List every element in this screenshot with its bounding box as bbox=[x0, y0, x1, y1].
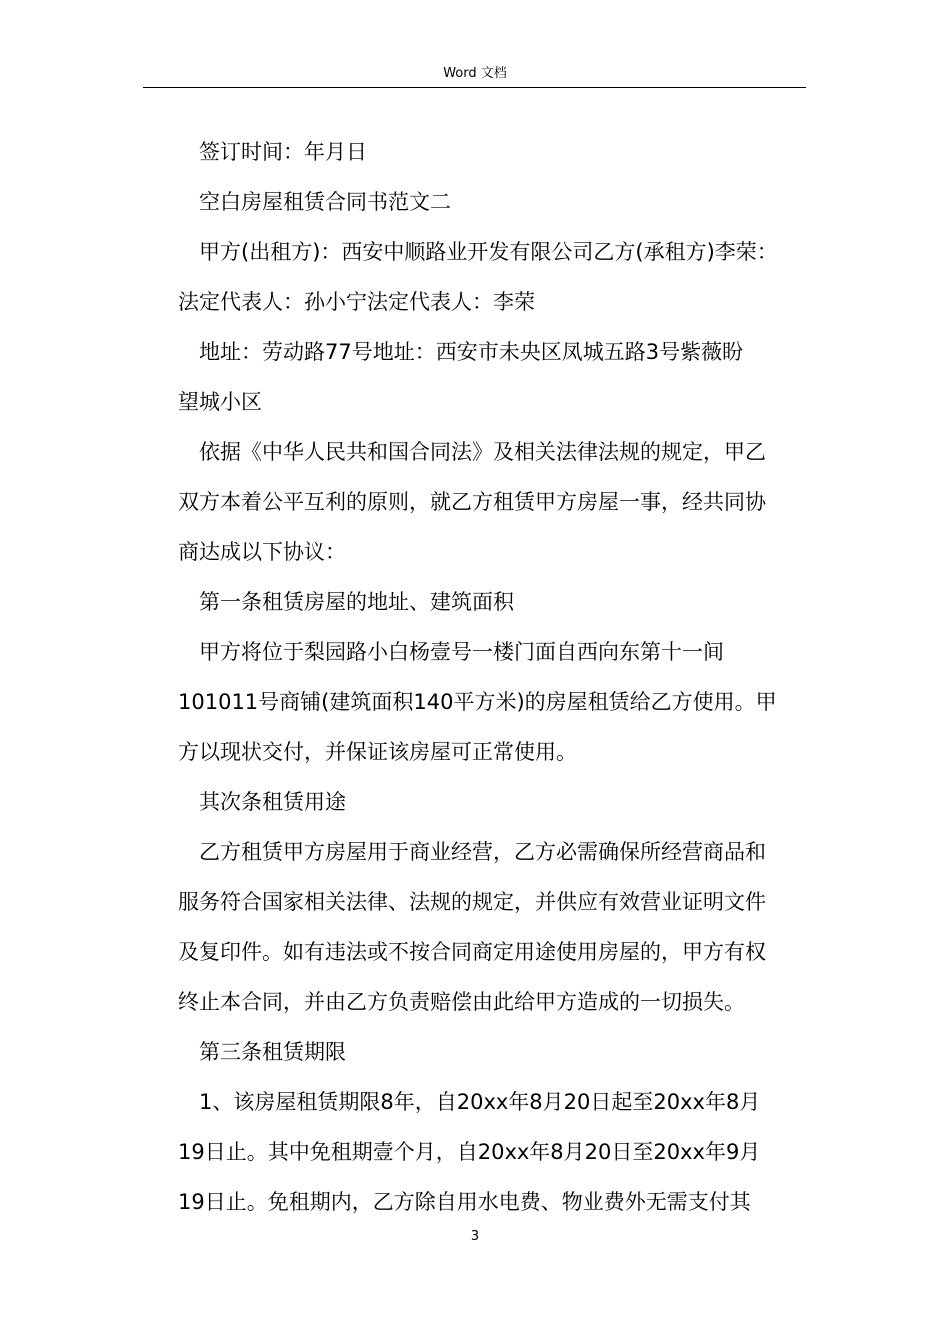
page-header: Word 文档 bbox=[443, 66, 507, 81]
preamble-line: 依据《中华人民共和国合同法》及相关法律法规的规定，甲乙 bbox=[199, 440, 766, 464]
article-2-text: 乙方租赁甲方房屋用于商业经营，乙方必需确保所经营商品和 bbox=[199, 840, 766, 864]
contract-title: 空白房屋租赁合同书范文二 bbox=[199, 190, 451, 214]
address-line-cont: 望城小区 bbox=[178, 390, 262, 414]
article-1-heading: 第一条租赁房屋的地址、建筑面积 bbox=[199, 590, 514, 614]
article-3-clause-1: 1、该房屋租赁期限8年，自20xx年8月20日起至20xx年8月 bbox=[199, 1090, 761, 1114]
preamble-line-cont: 双方本着公平互利的原则，就乙方租赁甲方房屋一事，经共同协 bbox=[178, 490, 766, 514]
article-3-heading: 第三条租赁期限 bbox=[199, 1040, 346, 1064]
article-3-clause-1-cont: 19日止。其中免租期壹个月，自20xx年8月20日至20xx年9月 bbox=[178, 1140, 761, 1164]
signing-date-line: 签订时间：年月日 bbox=[199, 140, 367, 164]
parties-line-cont: 法定代表人：孙小宁法定代表人：李荣 bbox=[178, 290, 535, 314]
document-body bbox=[178, 127, 808, 1227]
preamble-line-end: 商达成以下协议： bbox=[178, 540, 346, 564]
article-2-text-end: 终止本合同，并由乙方负责赔偿由此给甲方造成的一切损失。 bbox=[178, 990, 745, 1014]
header-divider bbox=[143, 87, 806, 88]
parties-line: 甲方(出租方)：西安中顺路业开发有限公司乙方(承租方)李荣： bbox=[199, 240, 778, 264]
article-1-text: 甲方将位于梨园路小白杨壹号一楼门面自西向东第十一间 bbox=[199, 640, 724, 664]
article-1-text-cont: 101011号商铺(建筑面积140平方米)的房屋租赁给乙方使用。甲 bbox=[178, 690, 777, 714]
article-1-text-end: 方以现状交付，并保证该房屋可正常使用。 bbox=[178, 740, 577, 764]
article-2-heading: 其次条租赁用途 bbox=[199, 790, 346, 814]
address-line: 地址：劳动路77号地址：西安市未央区凤城五路3号紫薇盼 bbox=[199, 340, 744, 364]
article-3-clause-1-cont-2: 19日止。免租期内，乙方除自用水电费、物业费外无需支付其 bbox=[178, 1190, 751, 1214]
article-2-text-cont-2: 及复印件。如有违法或不按合同商定用途使用房屋的，甲方有权 bbox=[178, 940, 766, 964]
article-2-text-cont: 服务符合国家相关法律、法规的规定，并供应有效营业证明文件 bbox=[178, 890, 766, 914]
page-number: 3 bbox=[470, 1229, 480, 1244]
